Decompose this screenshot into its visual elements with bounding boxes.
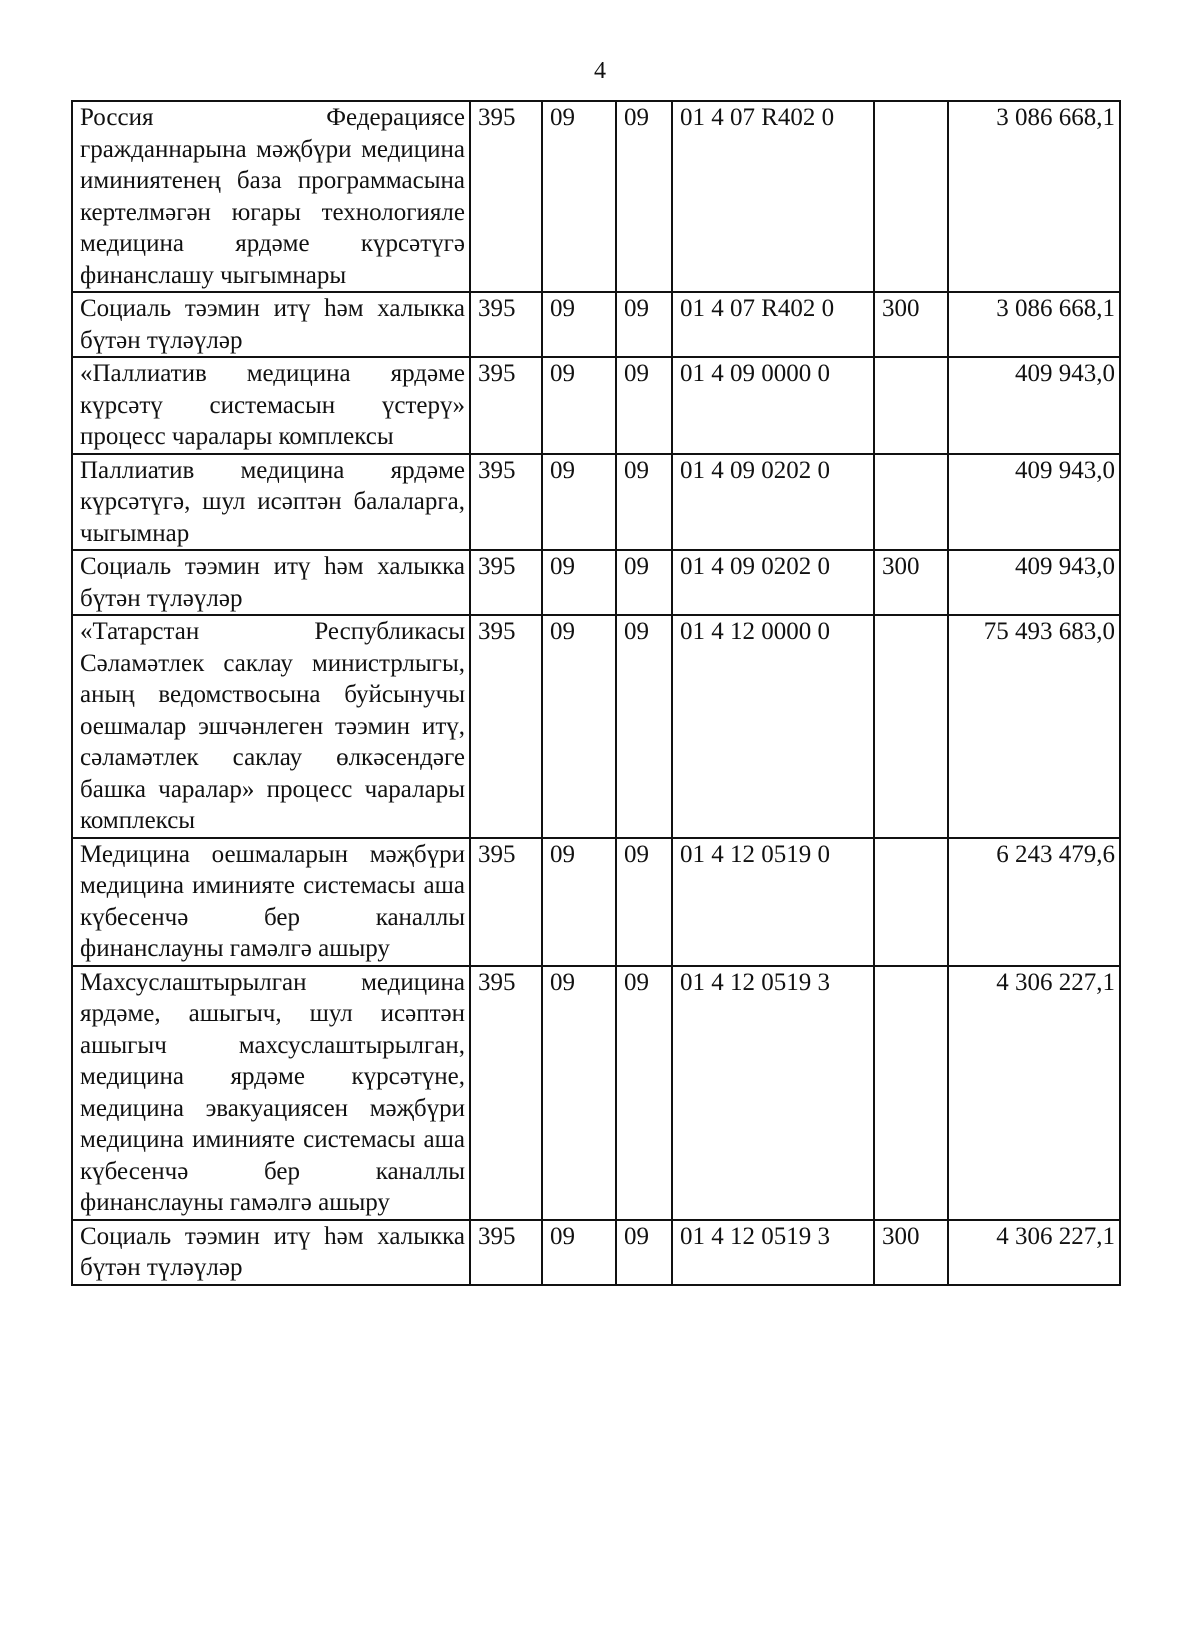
row-name: Социаль тәэмин итү һәм халыкка бүтән түләүләр [72,550,470,615]
row-name: Социаль тәэмин итү һәм халыкка бүтән түләүләр [72,1220,470,1285]
row-name: Паллиатив медицина ярдәме күрсәтүгә, шул исәптән балаларга, чыгымнар [72,454,470,551]
row-target-code: 01 4 12 0519 3 [672,1220,874,1285]
row-amount: 4 306 227,1 [948,1220,1120,1285]
table-row [72,838,1120,966]
row-name: Россия Федерациясе гражданнарына мәҗбүри медицина иминиятенең база программасына кертелмәгән югары технологияле медицина ярдәме күрсәтүгә финанслашу чыгымнары [72,101,470,292]
row-target-code: 01 4 12 0519 0 [672,838,874,966]
row-subsection: 09 [616,292,672,357]
row-subsection: 09 [616,454,672,551]
row-section: 09 [542,550,616,615]
row-subsection: 09 [616,550,672,615]
row-subsection: 09 [616,615,672,838]
row-amount: 3 086 668,1 [948,292,1120,357]
row-expense-type [874,101,948,292]
row-name: Махсуслаштырылган медицина ярдәме, ашыгыч, шул исәптән ашыгыч махсуслаштырылган, медицина ярдәме күрсәтүне, медицина эвакуациясен мәҗбүри медицина иминияте системасы аша күбесенчә бер каналлы финанслауны гамәлгә ашыру [72,966,470,1220]
row-expense-type [874,838,948,966]
row-subsection: 09 [616,1220,672,1285]
table-row [72,966,1120,1220]
row-name: «Татарстан Республикасы Сәламәтлек саклау министрлыгы, аның ведомствосына буйсынучы оешмалар эшчәнлеген тәэмин итү, сәламәтлек саклау өлкәсендәге башка чаралар» процесс чаралары комплексы [72,615,470,838]
row-section: 09 [542,101,616,292]
row-target-code: 01 4 09 0202 0 [672,550,874,615]
row-section: 09 [542,292,616,357]
row-amount: 409 943,0 [948,550,1120,615]
row-section: 09 [542,838,616,966]
row-gr: 395 [470,292,542,357]
table-row [72,550,1120,615]
row-gr: 395 [470,357,542,454]
row-section: 09 [542,357,616,454]
budget-table [71,100,1121,1286]
row-amount: 409 943,0 [948,454,1120,551]
row-expense-type [874,615,948,838]
row-target-code: 01 4 07 R402 0 [672,292,874,357]
row-gr: 395 [470,101,542,292]
budget-table-body [72,101,1120,1285]
row-gr: 395 [470,838,542,966]
row-expense-type [874,357,948,454]
table-row [72,454,1120,551]
row-gr: 395 [470,1220,542,1285]
row-section: 09 [542,615,616,838]
row-amount: 4 306 227,1 [948,966,1120,1220]
table-row [72,615,1120,838]
row-gr: 395 [470,550,542,615]
row-target-code: 01 4 09 0202 0 [672,454,874,551]
row-expense-type: 300 [874,292,948,357]
row-gr: 395 [470,454,542,551]
row-subsection: 09 [616,357,672,454]
table-row [72,357,1120,454]
row-gr: 395 [470,615,542,838]
row-amount: 75 493 683,0 [948,615,1120,838]
row-amount: 409 943,0 [948,357,1120,454]
row-subsection: 09 [616,838,672,966]
row-amount: 3 086 668,1 [948,101,1120,292]
row-expense-type: 300 [874,550,948,615]
row-target-code: 01 4 12 0519 3 [672,966,874,1220]
row-target-code: 01 4 12 0000 0 [672,615,874,838]
row-section: 09 [542,966,616,1220]
row-amount: 6 243 479,6 [948,838,1120,966]
row-section: 09 [542,1220,616,1285]
row-target-code: 01 4 07 R402 0 [672,101,874,292]
row-section: 09 [542,454,616,551]
row-expense-type: 300 [874,1220,948,1285]
row-name: Социаль тәэмин итү һәм халыкка бүтән түләүләр [72,292,470,357]
row-target-code: 01 4 09 0000 0 [672,357,874,454]
row-expense-type [874,454,948,551]
page-number: 4 [594,58,606,84]
row-subsection: 09 [616,101,672,292]
row-gr: 395 [470,966,542,1220]
table-row [72,1220,1120,1285]
row-subsection: 09 [616,966,672,1220]
table-row [72,292,1120,357]
row-name: Медицина оешмаларын мәҗбүри медицина иминияте системасы аша күбесенчә бер каналлы финанслауны гамәлгә ашыру [72,838,470,966]
row-name: «Паллиатив медицина ярдәме күрсәтү системасын үстерү» процесс чаралары комплексы [72,357,470,454]
row-expense-type [874,966,948,1220]
table-row [72,101,1120,292]
